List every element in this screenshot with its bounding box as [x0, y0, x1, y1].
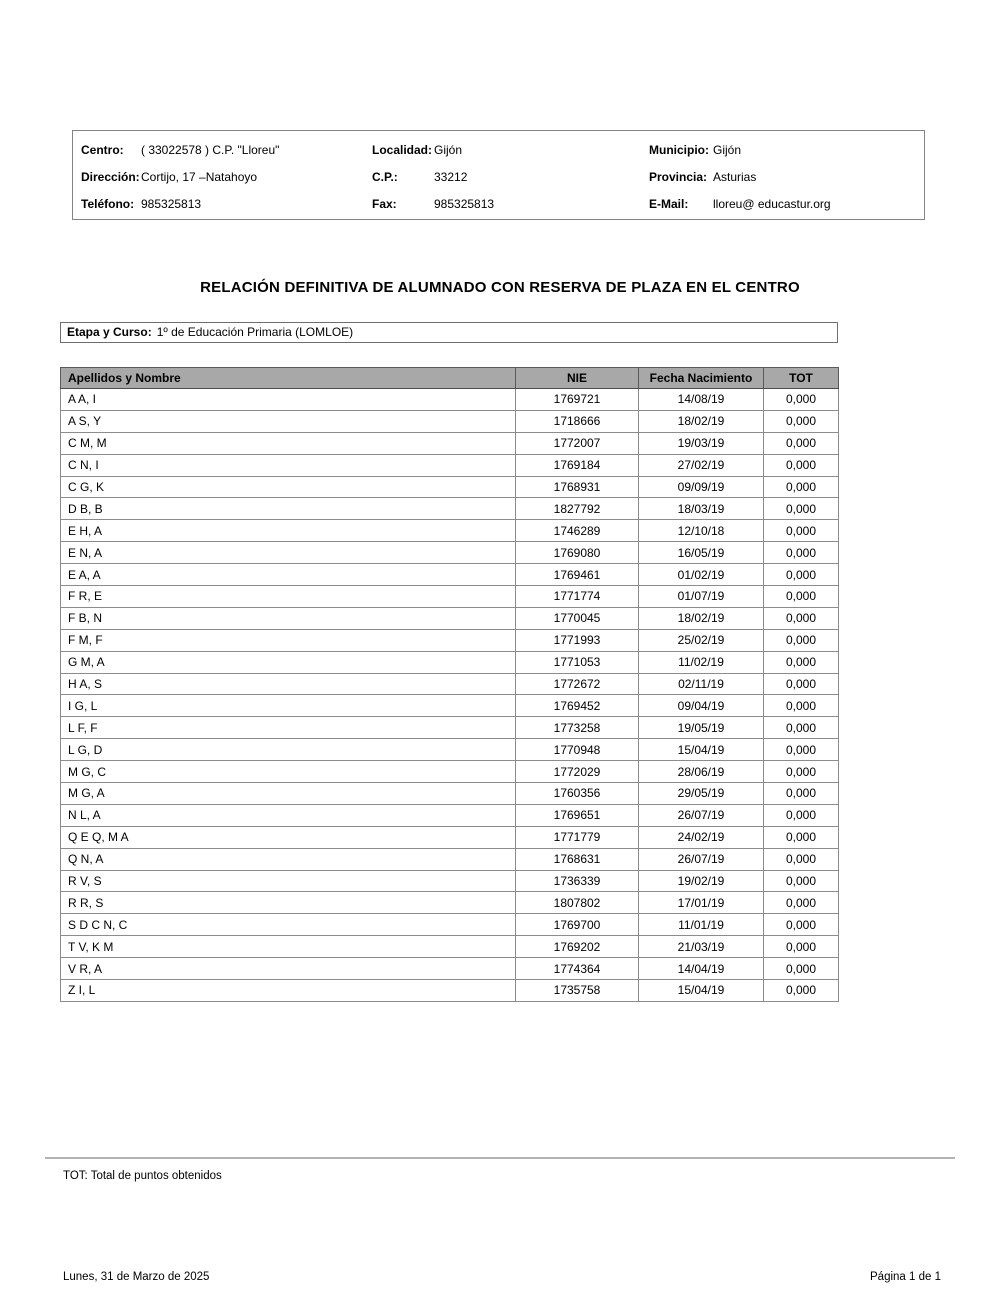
cell-name: I G, L	[61, 695, 516, 717]
table-row	[61, 783, 839, 805]
cell-birthdate: 19/02/19	[639, 870, 764, 892]
cell-name: C N, I	[61, 454, 516, 476]
cell-birthdate: 16/05/19	[639, 542, 764, 564]
cell-total: 0,000	[764, 432, 839, 454]
info-field	[372, 197, 649, 211]
cell-nie: 1770045	[516, 607, 639, 629]
cell-name: L F, F	[61, 717, 516, 739]
cell-total: 0,000	[764, 454, 839, 476]
table-row	[61, 936, 839, 958]
cell-total: 0,000	[764, 476, 839, 498]
cell-name: M G, C	[61, 761, 516, 783]
table-row	[61, 542, 839, 564]
cell-total: 0,000	[764, 761, 839, 783]
cell-nie: 1769651	[516, 804, 639, 826]
cell-nie: 1774364	[516, 958, 639, 980]
cell-nie: 1736339	[516, 870, 639, 892]
table-row	[61, 651, 839, 673]
info-field-label: Localidad:	[372, 142, 433, 157]
info-field-label: Provincia:	[649, 169, 708, 184]
table-row	[61, 629, 839, 651]
cell-name: G M, A	[61, 651, 516, 673]
cell-nie: 1773258	[516, 717, 639, 739]
cell-name: C M, M	[61, 432, 516, 454]
cell-name: H A, S	[61, 673, 516, 695]
info-field-value: ( 33022578 ) C.P. "Lloreu"	[141, 142, 280, 157]
cell-nie: 1769721	[516, 389, 639, 411]
cell-name: F M, F	[61, 629, 516, 651]
info-field	[73, 143, 372, 157]
table-row	[61, 826, 839, 848]
info-field-label: Centro:	[81, 142, 124, 157]
cell-total: 0,000	[764, 826, 839, 848]
cell-birthdate: 26/07/19	[639, 804, 764, 826]
info-field	[649, 143, 926, 157]
table-row	[61, 586, 839, 608]
column-header-name: Apellidos y Nombre	[61, 368, 516, 389]
cell-birthdate: 24/02/19	[639, 826, 764, 848]
cell-nie: 1769202	[516, 936, 639, 958]
cell-total: 0,000	[764, 520, 839, 542]
cell-total: 0,000	[764, 958, 839, 980]
cell-name: M G, A	[61, 783, 516, 805]
info-field-label: Dirección:	[81, 169, 140, 184]
cell-nie: 1769461	[516, 564, 639, 586]
cell-nie: 1772029	[516, 761, 639, 783]
cell-nie: 1746289	[516, 520, 639, 542]
cell-name: E N, A	[61, 542, 516, 564]
cell-nie: 1769080	[516, 542, 639, 564]
table-row	[61, 410, 839, 432]
cell-name: Z I, L	[61, 980, 516, 1002]
cell-total: 0,000	[764, 980, 839, 1002]
cell-total: 0,000	[764, 586, 839, 608]
center-info-box	[72, 130, 925, 220]
cell-name: E A, A	[61, 564, 516, 586]
cell-birthdate: 28/06/19	[639, 761, 764, 783]
stage-course-box	[60, 322, 838, 343]
cell-nie: 1768631	[516, 848, 639, 870]
cell-total: 0,000	[764, 542, 839, 564]
table-row	[61, 870, 839, 892]
cell-total: 0,000	[764, 739, 839, 761]
cell-birthdate: 29/05/19	[639, 783, 764, 805]
cell-birthdate: 25/02/19	[639, 629, 764, 651]
cell-total: 0,000	[764, 607, 839, 629]
cell-total: 0,000	[764, 651, 839, 673]
table-row	[61, 607, 839, 629]
cell-nie: 1772007	[516, 432, 639, 454]
cell-nie: 1771053	[516, 651, 639, 673]
table-row	[61, 432, 839, 454]
info-field-value: 985325813	[141, 196, 202, 211]
cell-total: 0,000	[764, 498, 839, 520]
cell-total: 0,000	[764, 564, 839, 586]
cell-name: R V, S	[61, 870, 516, 892]
cell-name: N L, A	[61, 804, 516, 826]
info-field-label: C.P.:	[372, 169, 398, 184]
table-row	[61, 454, 839, 476]
cell-name: E H, A	[61, 520, 516, 542]
cell-name: F R, E	[61, 586, 516, 608]
cell-name: C G, K	[61, 476, 516, 498]
cell-nie: 1771774	[516, 586, 639, 608]
cell-birthdate: 15/04/19	[639, 980, 764, 1002]
info-field	[73, 170, 372, 184]
cell-nie: 1770948	[516, 739, 639, 761]
cell-total: 0,000	[764, 717, 839, 739]
cell-birthdate: 19/03/19	[639, 432, 764, 454]
cell-name: A S, Y	[61, 410, 516, 432]
cell-birthdate: 14/08/19	[639, 389, 764, 411]
cell-name: L G, D	[61, 739, 516, 761]
table-row	[61, 717, 839, 739]
cell-nie: 1771779	[516, 826, 639, 848]
cell-birthdate: 14/04/19	[639, 958, 764, 980]
cell-name: S D C N, C	[61, 914, 516, 936]
cell-nie: 1769184	[516, 454, 639, 476]
info-field-value: Gijón	[434, 142, 463, 157]
table-row	[61, 892, 839, 914]
stage-course-label: Etapa y Curso:	[67, 325, 152, 339]
cell-total: 0,000	[764, 695, 839, 717]
cell-birthdate: 09/04/19	[639, 695, 764, 717]
document-title: RELACIÓN DEFINITIVA DE ALUMNADO CON RESERVA DE PLAZA EN EL CENTRO	[200, 279, 800, 296]
info-field-label: Teléfono:	[81, 196, 135, 211]
cell-name: Q N, A	[61, 848, 516, 870]
cell-name: R R, S	[61, 892, 516, 914]
table-header-row	[61, 368, 839, 389]
cell-total: 0,000	[764, 629, 839, 651]
cell-nie: 1768931	[516, 476, 639, 498]
cell-birthdate: 11/01/19	[639, 914, 764, 936]
cell-birthdate: 21/03/19	[639, 936, 764, 958]
table-row	[61, 498, 839, 520]
cell-birthdate: 17/01/19	[639, 892, 764, 914]
info-field-value: Asturias	[713, 169, 757, 184]
cell-birthdate: 11/02/19	[639, 651, 764, 673]
column-header-tot: TOT	[764, 368, 839, 389]
table-row	[61, 958, 839, 980]
table-row	[61, 476, 839, 498]
cell-birthdate: 27/02/19	[639, 454, 764, 476]
table-row	[61, 914, 839, 936]
info-field-value: 985325813	[434, 196, 495, 211]
student-roster	[60, 367, 838, 1002]
cell-nie: 1735758	[516, 980, 639, 1002]
info-field-value: Gijón	[713, 142, 742, 157]
info-field	[649, 170, 926, 184]
footnote-divider	[45, 1157, 955, 1159]
cell-total: 0,000	[764, 870, 839, 892]
info-field-value: Cortijo, 17 –Natahoyo	[141, 169, 258, 184]
cell-name: D B, B	[61, 498, 516, 520]
cell-name: A A, I	[61, 389, 516, 411]
info-field-label: E-Mail:	[649, 196, 689, 211]
footnote-text: TOT: Total de puntos obtenidos	[63, 1170, 222, 1182]
footer-page-number: Página 1 de 1	[870, 1271, 941, 1283]
cell-total: 0,000	[764, 389, 839, 411]
cell-total: 0,000	[764, 410, 839, 432]
cell-nie: 1760356	[516, 783, 639, 805]
info-field-value: lloreu@ educastur.org	[713, 196, 831, 211]
cell-name: Q E Q, M A	[61, 826, 516, 848]
table-row	[61, 739, 839, 761]
cell-nie: 1772672	[516, 673, 639, 695]
info-field	[649, 197, 926, 211]
table-row	[61, 761, 839, 783]
cell-total: 0,000	[764, 914, 839, 936]
cell-birthdate: 18/03/19	[639, 498, 764, 520]
cell-total: 0,000	[764, 848, 839, 870]
cell-name: T V, K M	[61, 936, 516, 958]
table-row	[61, 673, 839, 695]
info-field	[372, 170, 649, 184]
cell-total: 0,000	[764, 783, 839, 805]
stage-course-value: 1º de Educación Primaria (LOMLOE)	[156, 325, 354, 339]
cell-name: F B, N	[61, 607, 516, 629]
footer-date: Lunes, 31 de Marzo de 2025	[63, 1271, 210, 1283]
info-field	[372, 143, 649, 157]
table-row	[61, 804, 839, 826]
cell-total: 0,000	[764, 804, 839, 826]
cell-total: 0,000	[764, 892, 839, 914]
table-row	[61, 520, 839, 542]
cell-nie: 1771993	[516, 629, 639, 651]
cell-birthdate: 19/05/19	[639, 717, 764, 739]
cell-birthdate: 02/11/19	[639, 673, 764, 695]
info-field-label: Fax:	[372, 196, 397, 211]
cell-nie: 1718666	[516, 410, 639, 432]
cell-nie: 1769700	[516, 914, 639, 936]
cell-birthdate: 09/09/19	[639, 476, 764, 498]
table-row	[61, 695, 839, 717]
cell-name: V R, A	[61, 958, 516, 980]
cell-total: 0,000	[764, 673, 839, 695]
info-field-value: 33212	[434, 169, 468, 184]
cell-birthdate: 18/02/19	[639, 410, 764, 432]
table-row	[61, 389, 839, 411]
table-row	[61, 848, 839, 870]
table-row	[61, 980, 839, 1002]
cell-birthdate: 01/07/19	[639, 586, 764, 608]
table-row	[61, 564, 839, 586]
cell-birthdate: 12/10/18	[639, 520, 764, 542]
cell-birthdate: 15/04/19	[639, 739, 764, 761]
cell-nie: 1807802	[516, 892, 639, 914]
cell-nie: 1827792	[516, 498, 639, 520]
info-field	[73, 197, 372, 211]
cell-total: 0,000	[764, 936, 839, 958]
info-field-label: Municipio:	[649, 142, 709, 157]
column-header-fecha: Fecha Nacimiento	[639, 368, 764, 389]
student-table	[60, 367, 839, 1002]
cell-birthdate: 01/02/19	[639, 564, 764, 586]
cell-nie: 1769452	[516, 695, 639, 717]
cell-birthdate: 18/02/19	[639, 607, 764, 629]
cell-birthdate: 26/07/19	[639, 848, 764, 870]
column-header-nie: NIE	[516, 368, 639, 389]
